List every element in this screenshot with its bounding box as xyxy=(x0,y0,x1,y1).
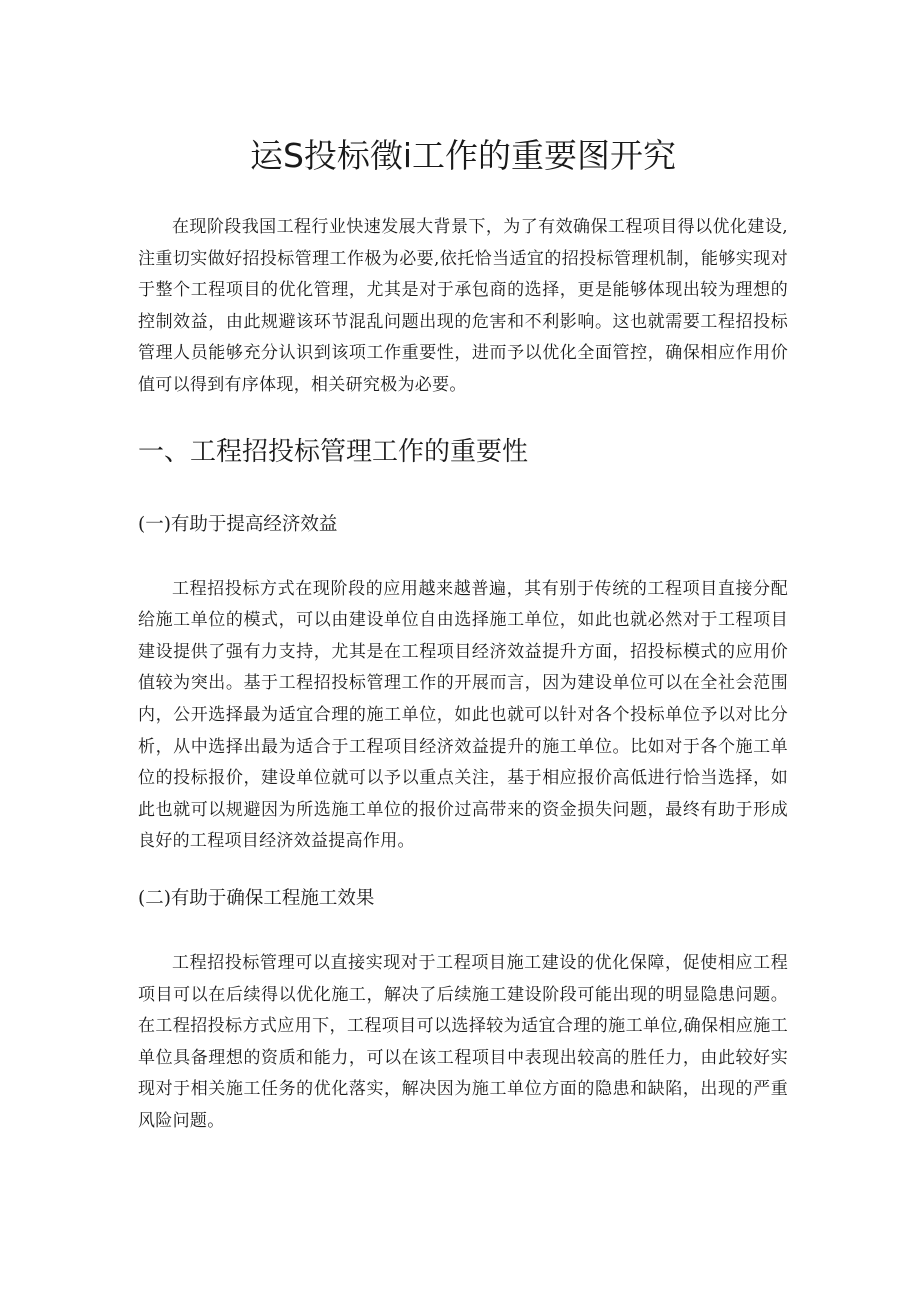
intro-paragraph: 在现阶段我国工程行业快速发展大背景下，为了有效确保工程项目得以优化建设,注重切实做好招投标管理工作极为必要,依托恰当适宜的招投标管理机制，能够实现对于整个工程项目的优化管理，尤其是对于承包商的选择，更是能够体现出较为理想的控制效益，由此规避该环节混乱问题出现的危害和不利影响。这也就需要工程招投标管理人员能够充分认识到该项工作重要性，进而予以优化全面管控，确保相应作用价值可以得到有序体现，相关研究极为必要。 xyxy=(138,217,788,395)
subsection-heading-2: (二)有助于确保工程施工效果 xyxy=(138,887,375,909)
section-heading-1: 一、工程招投标管理工作的重要性 xyxy=(138,436,529,467)
subsection-1-paragraph: 工程招投标方式在现阶段的应用越来越普遍，其有别于传统的工程项目直接分配给施工单位的模式，可以由建设单位自由选择施工单位，如此也就必然对于工程项目建设提供了强有力支持，尤其是在工程项目经济效益提升方面，招投标模式的应用价值较为突出。基于工程招投标管理工作的开展而言，因为建设单位可以在全社会范围内，公开选择最为适宜合理的施工单位，如此也就可以针对各个投标单位予以对比分析，从中选择出最为适合于工程项目经济效益提升的施工单位。比如对于各个施工单位的投标报价，建设单位就可以予以重点关注，基于相应报价高低进行恰当选择，如此也就可以规避因为所选施工单位的报价过高带来的资金损失问题，最终有助于形成良好的工程项目经济效益提高作用。 xyxy=(138,578,788,852)
subsection-2-paragraph: 工程招投标管理可以直接实现对于工程项目施工建设的优化保障，促使相应工程项目可以在后续得以优化施工，解决了后续施工建设阶段可能出现的明显隐患问题。在工程招投标方式应用下，工程项目可以选择较为适宜合理的施工单位,确保相应施工单位具备理想的资质和能力，可以在该工程项目中表现出较高的胜任力，由此较好实现对于相关施工任务的优化落实，解决因为施工单位方面的隐患和缺陷，出现的严重风险问题。 xyxy=(138,952,788,1131)
subsection-heading-1: (一)有助于提高经济效益 xyxy=(138,513,338,535)
document-title: 运S投标徵i工作的重要图开究 xyxy=(249,136,677,175)
